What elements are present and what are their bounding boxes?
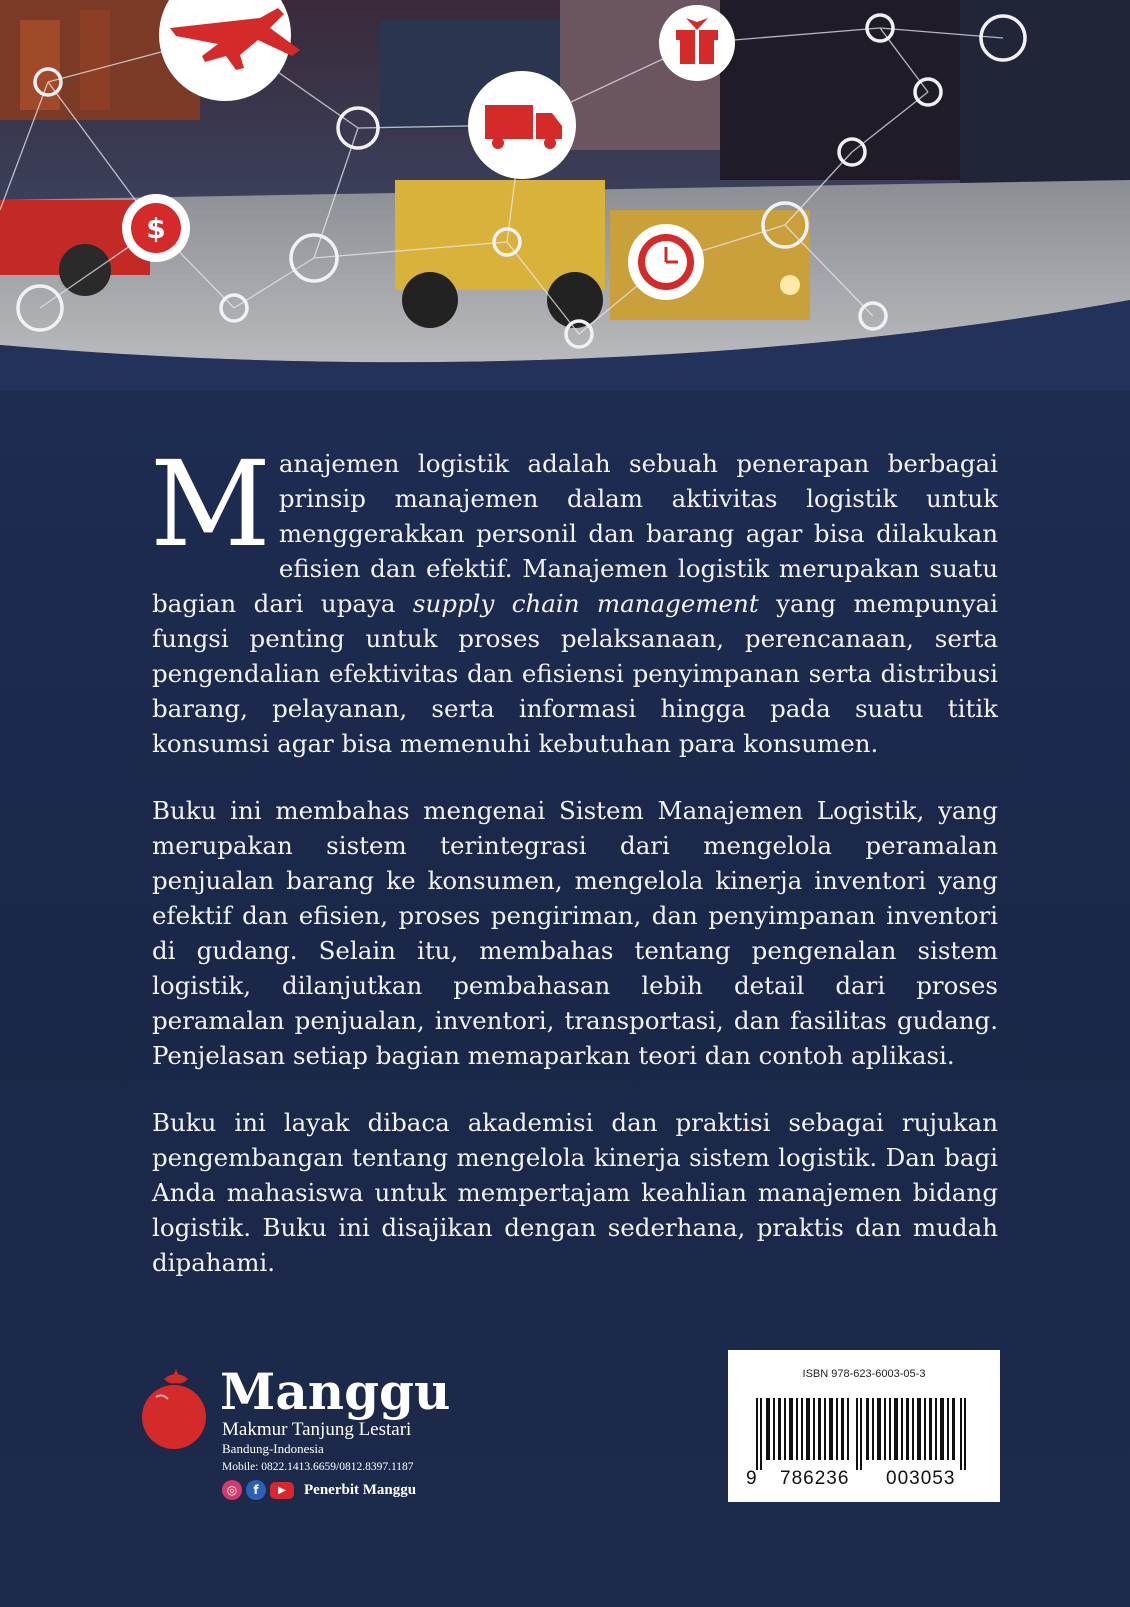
instagram-icon: ◎ (222, 1480, 242, 1500)
blurb-paragraph-2: Buku ini membahas mengenai Sistem Manajemen Logistik, yang merupakan sistem terintegrasi dari mengelola peramalan penjualan barang ke konsumen, mengelola kinerja inventori yang efektif dan efisien, proses pengiriman, dan penyimpanan inventori di gudang. Selain itu, membahas tentang pengenalan sistem logistik, dilanjutkan pembahasan lebih detail dari proses peramalan penjualan, inventori, transportasi, dan fasilitas gudang. Penjelasan setiap bagian memaparkan teori dan contoh aplikasi. (152, 796, 998, 1070)
publisher-location: Bandung-Indonesia (222, 1441, 324, 1456)
publisher-subtitle: Makmur Tanjung Lestari (222, 1419, 412, 1440)
youtube-icon: ▶ (270, 1482, 294, 1499)
blurb-text (150, 435, 998, 1312)
publisher-social (222, 1479, 416, 1501)
svg-text:$: $ (146, 212, 166, 245)
facebook-icon: f (246, 1480, 266, 1500)
blurb-paragraph-1-text-b: yang mempunyai fungsi penting untuk proses pelaksanaan, perencanaan, serta pengendalian efektivitas dan efisiensi penyimpanan serta distribusi barang, pelayanan, serta informasi hingga pada suatu titik konsumsi agar bisa memenuhi kebutuhan para konsumen. (152, 589, 998, 758)
barcode-bars (756, 1398, 976, 1470)
barcode-digit-first: 9 (746, 1468, 757, 1489)
blurb-paragraph-1 (150, 435, 998, 761)
gift-box-icon (659, 5, 735, 81)
logistics-header-image (0, 0, 1130, 390)
barcode-digits-right: 003053 (886, 1468, 956, 1489)
isbn-number: ISBN 978-623-6003-05-3 (802, 1368, 926, 1380)
isbn-barcode (728, 1350, 1000, 1502)
blurb-paragraph-1-italic: supply chain management (412, 589, 759, 618)
barcode-digits-left: 786236 (780, 1468, 850, 1489)
social-handle: Penerbit Manggu (304, 1481, 417, 1498)
truck-icon (468, 71, 576, 179)
dollar-icon (122, 194, 190, 262)
mangosteen-logo-icon (138, 1365, 214, 1455)
drop-cap: M (150, 435, 271, 573)
blurb-paragraph-3: Buku ini layak dibaca akademisi dan praktisi sebagai rujukan pengembangan tentang mengelola kinerja sistem logistik. Dan bagi Anda mahasiswa untuk mempertajam keahlian manajemen bidang logistik. Buku ini disajikan dengan sederhana, praktis dan mudah dipahami. (152, 1108, 998, 1277)
publisher-mobile: Mobile: 0822.1413.6659/0812.8397.1187 (222, 1461, 414, 1473)
airplane-icon (159, 0, 300, 101)
blurb-paragraph-1-text-a: anajemen logistik adalah sebuah penerapan berbagai prinsip manajemen dalam aktivitas logistik untuk menggerakkan personil dan barang agar bisa dilakukan efisien dan efektif. Manajemen logistik merupakan suatu bagian dari upaya (152, 449, 998, 618)
publisher-name: Manggu (220, 1362, 451, 1421)
clock-icon (628, 224, 704, 300)
publisher-logo-block (138, 1362, 498, 1515)
